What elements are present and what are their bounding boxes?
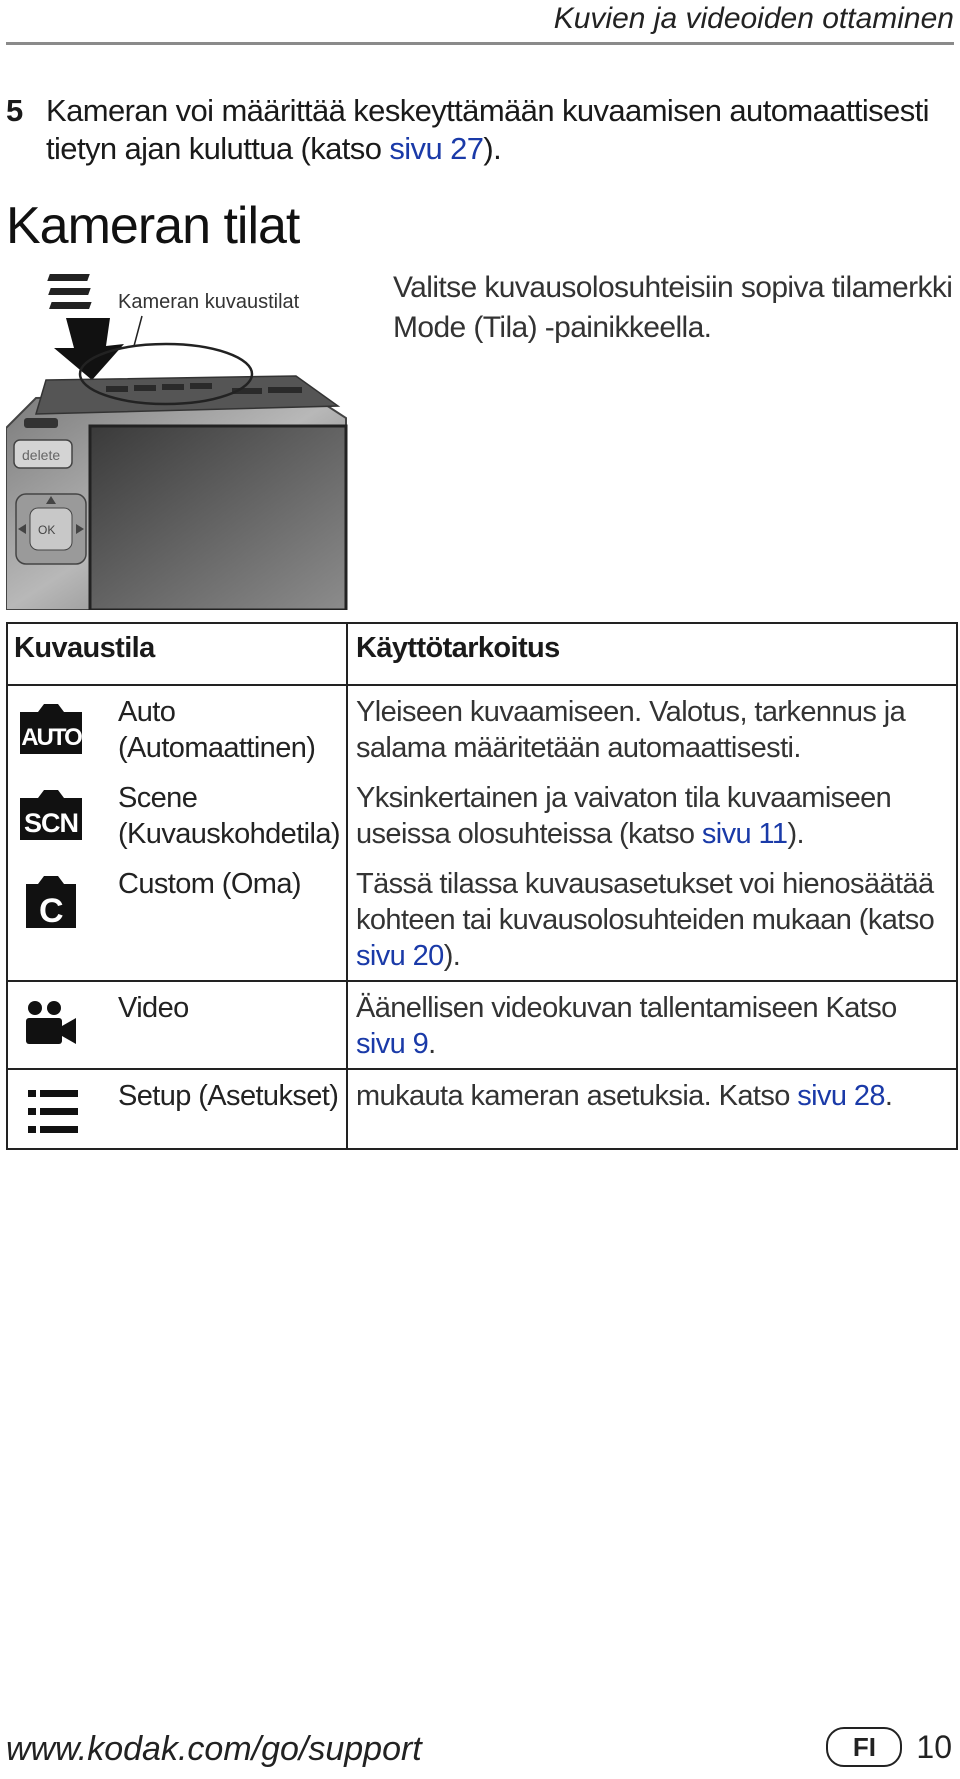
scene-mode-icon [16,784,86,844]
step-text [46,92,946,168]
table-row [7,981,957,1069]
mode-cell [7,981,347,1069]
step-text-before: Kameran voi määrittää keskeyttämään kuvaamisen automaattisesti tietyn ajan kuluttua (katso [46,93,929,166]
language-badge: FI [826,1727,902,1767]
delete-button-label: delete [22,447,61,463]
mode-name: Scene [118,782,198,814]
mode-name: Setup (Asetukset) [118,1080,339,1112]
svg-text:C: C [39,892,63,930]
support-url[interactable]: www.kodak.com/go/support [6,1730,422,1768]
table-row [7,1069,957,1149]
page-number: 10 [916,1728,952,1765]
svg-text:SCN: SCN [23,808,79,838]
table-header-row [7,623,957,685]
mode-description: Äänellisen videokuvan tallentamiseen Katso sivu 9. [347,981,957,1069]
step-5 [6,92,946,168]
mode-name: Auto [118,696,176,728]
mode-cell [7,685,347,772]
mode-name: Video [118,992,189,1024]
step-number: 5 [6,93,23,128]
page-28-link[interactable]: sivu 28 [797,1080,885,1112]
mode-name-fi: (Automaattinen) [118,732,316,764]
section-intro: Valitse kuvausolosuhteisiin sopiva tilamerkki Mode (Tila) -painikkeella. [393,271,953,344]
page-27-link[interactable]: sivu 27 [389,131,484,166]
auto-mode-icon [16,698,86,758]
page-9-link[interactable]: sivu 9 [356,1028,429,1060]
table-row [7,858,957,981]
header-kayttotarkoitus: Käyttötarkoitus [347,623,957,685]
mode-name-fi: (Kuvauskohdetila) [118,818,340,850]
svg-text:AUTO: AUTO [21,724,81,751]
table-row [7,685,957,772]
camera-illustration [6,268,386,610]
mode-cell [7,772,347,858]
table-row [7,772,957,858]
section-heading: Kameran tilat [6,197,300,255]
mode-cell [7,1069,347,1149]
mode-cell [7,858,347,981]
video-camera-icon [16,994,86,1054]
custom-mode-icon [16,870,86,930]
page-20-link[interactable]: sivu 20 [356,940,444,972]
footer-right [826,1727,952,1767]
mode-description: Tässä tilassa kuvausasetukset voi hienosäätää kohteen tai kuvausolosuhteiden mukaan (katso sivu 20). [356,868,935,972]
step-text-after: ). [483,131,502,166]
mode-name: Custom (Oma) [118,868,301,900]
header-rule [6,42,954,45]
modes-table [6,622,958,1150]
mode-description: Yksinkertainen ja vaivaton tila kuvaamiseen useissa olosuhteissa (katso sivu 11). [356,782,892,850]
ok-button-label: OK [38,523,56,537]
setup-list-icon [16,1082,86,1142]
page-11-link[interactable]: sivu 11 [701,818,788,850]
header-kuvaustila: Kuvaustila [7,623,347,685]
mode-description: mukauta kameran asetuksia. Katso sivu 28. [347,1069,957,1149]
mode-description: Yleiseen kuvaamiseen. Valotus, tarkennus ja salama määritetään automaattisesti. [356,696,906,764]
callout-label: Kameran kuvaustilat [118,291,300,313]
running-header: Kuvien ja videoiden ottaminen [553,2,954,35]
